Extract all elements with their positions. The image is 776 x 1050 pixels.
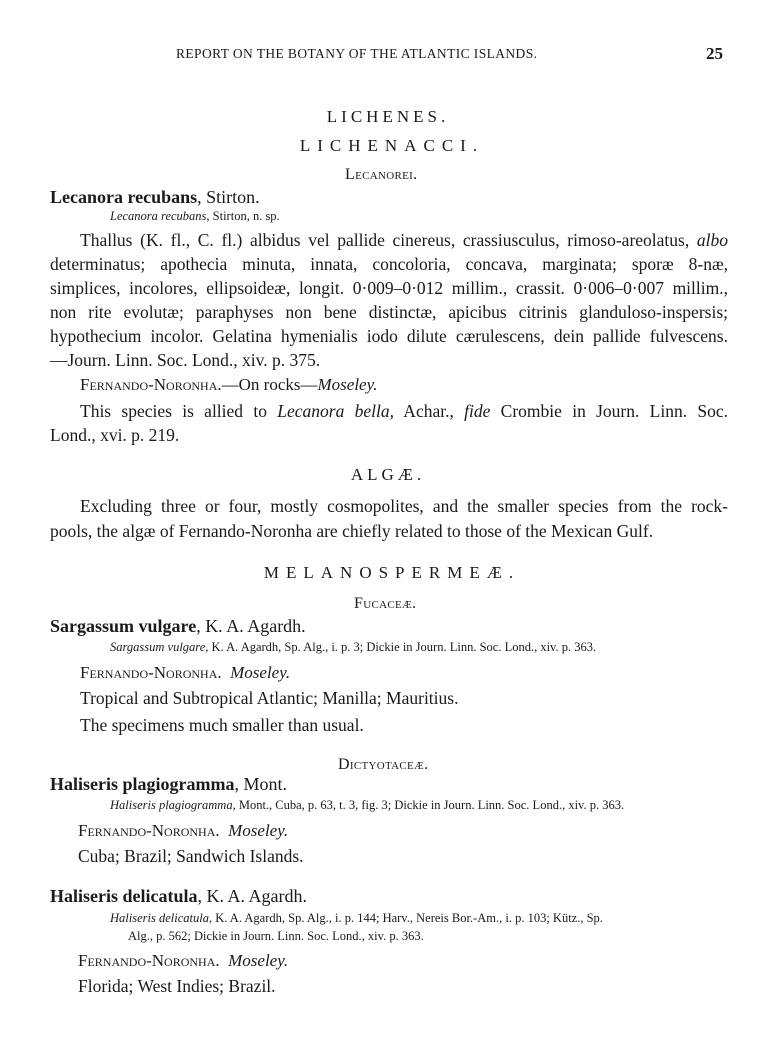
running-title: REPORT ON THE BOTANY OF THE ATLANTIC ISLANDS. — [176, 46, 538, 61]
species-author: , K. A. Agardh. — [197, 886, 307, 906]
reference-rest: , Mont., Cuba, p. 63, t. 3, fig. 3; Dickie in Journ. Linn. Soc. Lond., xiv. p. 363. — [232, 798, 625, 812]
family-heading-dictyotaceae: Dictyotaceæ. — [338, 756, 429, 773]
locality-line — [80, 376, 377, 393]
species-name-lecanora-recubans — [50, 188, 260, 206]
note-text: This species is allied to — [80, 401, 278, 421]
locality: Fernando-Noronha. — [78, 951, 220, 970]
reference-rest: , K. A. Agardh, Sp. Alg., i. p. 3; Dickie in Journ. Linn. Soc. Lond., xiv. p. 363. — [205, 640, 597, 654]
distribution-line: Cuba; Brazil; Sandwich Islands. — [78, 846, 304, 866]
locality-line — [80, 664, 290, 681]
species-name: Haliseris plagiogramma — [50, 774, 235, 794]
algae-intro-line: pools, the algæ of Fernando-Noronha are chiefly related to those of the Mexican Gulf. — [50, 521, 654, 541]
note-line: Lond., xvi. p. 219. — [50, 425, 180, 445]
collector: Moseley. — [230, 663, 291, 682]
locality-line — [78, 822, 288, 839]
note-text: Achar., — [393, 401, 465, 421]
locality: Fernando-Noronha. — [80, 375, 222, 394]
group-heading-melanospermeae: MELANOSPERMEÆ. — [263, 563, 521, 582]
species-name-sargassum-vulgare — [50, 617, 306, 635]
species-reference — [110, 641, 596, 654]
locality: Fernando-Noronha. — [80, 663, 222, 682]
species-author: , Stirton. — [197, 187, 260, 207]
reference-name: Lecanora recubans — [110, 209, 207, 223]
section-heading-lichenes: LICHENES. — [326, 107, 450, 126]
species-name: Sargassum vulgare — [50, 616, 197, 636]
species-name: Haliseris delicatula — [50, 886, 198, 906]
species-name: Lecanora recubans — [50, 187, 198, 207]
section-heading-algae: ALGÆ. — [350, 465, 426, 484]
distribution-line: Tropical and Subtropical Atlantic; Manilla; Mauritius. — [80, 688, 459, 708]
description-line: determinatus; apothecia minuta, innata, concoloria, concava, marginata; sporæ 8-næ, — [50, 254, 728, 274]
algae-intro-line: Excluding three or four, mostly cosmopolites, and the smaller species from the rock- — [80, 496, 728, 516]
reference-name: Sargassum vulgare — [110, 640, 206, 654]
description-line: simplices, incolores, ellipsoideæ, longit. 0·009–0·012 millim., crassit. 0·006–0·007 millim., — [50, 278, 728, 298]
description-line: hypothecium incolor. Gelatina hymenialis iodo dilute cærulescens, dein pallide fulvescens. — [50, 326, 728, 346]
species-reference — [110, 210, 280, 223]
note-italic: fide — [464, 401, 491, 421]
species-reference — [110, 912, 603, 925]
collector: Moseley. — [317, 375, 378, 394]
note-text: Crombie in Journ. Linn. Soc. — [490, 401, 728, 421]
description-italic: albo — [696, 230, 728, 250]
species-author: , Mont. — [234, 774, 287, 794]
family-heading-lecanorei: Lecanorei. — [345, 166, 418, 183]
collector: Moseley. — [228, 951, 289, 970]
description-line: —Journ. Linn. Soc. Lond., xiv. p. 375. — [50, 350, 321, 370]
species-name-haliseris-delicatula — [50, 887, 307, 905]
running-header — [0, 44, 776, 68]
distribution-line: Florida; West Indies; Brazil. — [78, 976, 276, 996]
note-italic: Lecanora bella, — [277, 401, 394, 421]
reference-rest: , K. A. Agardh, Sp. Alg., i. p. 144; Harv., Nereis Bor.-Am., i. p. 103; Kütz., Sp. — [208, 911, 603, 925]
species-author: , K. A. Agardh. — [196, 616, 306, 636]
species-reference-continued: Alg., p. 562; Dickie in Journ. Linn. Soc. Lond., xiv. p. 363. — [128, 929, 424, 943]
reference-name: Haliseris delicatula — [110, 911, 209, 925]
species-name-haliseris-plagiogramma — [50, 775, 287, 793]
page-number: 25 — [706, 44, 723, 63]
locality-note: —On rocks— — [221, 375, 318, 394]
note-line: The specimens much smaller than usual. — [80, 715, 364, 735]
reference-rest: , Stirton, n. sp. — [206, 209, 280, 223]
species-reference — [110, 799, 624, 812]
reference-name: Haliseris plagiogramma — [110, 798, 233, 812]
description-text: Thallus (K. fl., C. fl.) albidus vel pallide cinereus, crassiusculus, rimoso-areolatus, — [80, 230, 697, 250]
note-line — [80, 403, 728, 421]
collector: Moseley. — [228, 821, 289, 840]
locality: Fernando-Noronha. — [78, 821, 220, 840]
description-line: non rite evolutæ; paraphyses non bene distinctæ, apicibus citrinis glanduloso-inspersis; — [50, 302, 728, 322]
family-heading-fucaceae: Fucaceæ. — [354, 595, 417, 612]
description-line — [80, 232, 728, 250]
locality-line — [78, 952, 288, 969]
subheading-lichenacci: LICHENACCI. — [299, 136, 485, 155]
